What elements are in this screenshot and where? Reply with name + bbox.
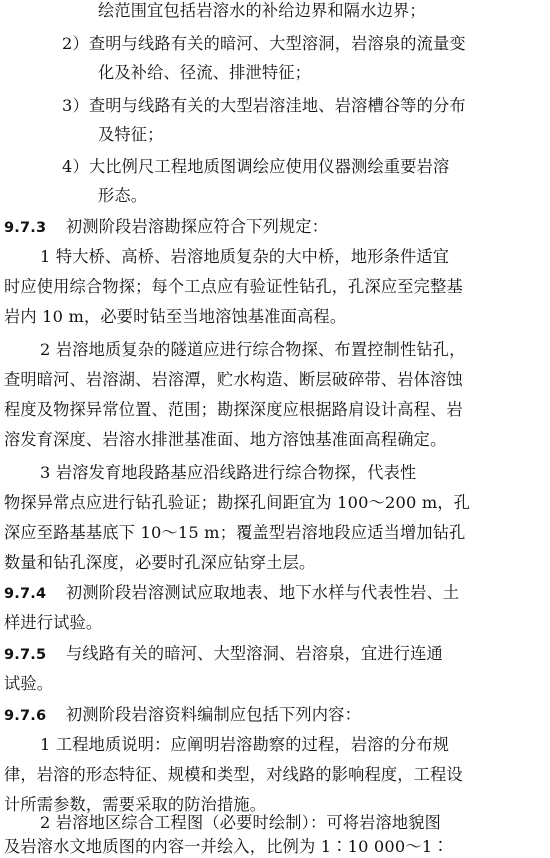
text-line: 及特征； xyxy=(98,125,164,144)
paragraph-line: 程度及物探异常位置、范围；勘探深度应根据路肩设计高程、岩 xyxy=(4,400,463,419)
paragraph-line: 深应至路基基底下 10～15 m；覆盖型岩溶地段应适当增加钻孔 xyxy=(4,523,466,542)
list-item-4: 4）大比例尺工程地质图调绘应使用仪器测绘重要岩溶 xyxy=(62,157,450,176)
paragraph-line: 试验。 xyxy=(4,674,54,693)
list-item-3: 3）查明与线路有关的大型岩溶洼地、岩溶槽谷等的分布 xyxy=(62,96,466,115)
paragraph-line: 及岩溶水文地质图的内容一并绘入，比例为 1∶10 000～1∶ xyxy=(4,837,449,856)
text-line: 绘范围宜包括岩溶水的补给边界和隔水边界； xyxy=(98,1,426,20)
text-line: 形态。 xyxy=(98,186,148,205)
paragraph-line: 时应使用综合物探；每个工点应有验证性钻孔，孔深应至完整基 xyxy=(4,277,463,296)
paragraph-line: 3 岩溶发育地段路基应沿线路进行综合物探，代表性 xyxy=(40,463,417,482)
paragraph-line: 计所需参数，需要采取的防治措施。 xyxy=(4,795,267,814)
clause-number: 9.7.6 xyxy=(4,708,47,724)
clause-heading-9-7-3 xyxy=(4,216,544,239)
clause-number: 9.7.3 xyxy=(4,220,47,236)
paragraph-line: 岩内 10 m，必要时钻至当地溶蚀基准面高程。 xyxy=(4,307,347,326)
list-item-2: 2）查明与线路有关的暗河、大型溶洞，岩溶泉的流量变 xyxy=(62,34,466,53)
text-line: 化及补给、径流、排泄特征； xyxy=(98,63,312,82)
paragraph-line: 律，岩溶的形态特征、规模和类型，对线路的影响程度，工程设 xyxy=(4,765,463,784)
clause-text: 初测阶段岩溶勘探应符合下列规定： xyxy=(66,217,329,236)
clause-heading-9-7-4 xyxy=(4,582,544,605)
paragraph-line: 2 岩溶地质复杂的隧道应进行综合物探、布置控制性钻孔， xyxy=(40,340,466,359)
clause-number: 9.7.5 xyxy=(4,647,47,663)
paragraph-line: 物探异常点应进行钻孔验证；勘探孔间距宜为 100～200 m，孔 xyxy=(4,493,471,512)
paragraph-line: 数量和钻孔深度，必要时孔深应钻穿土层。 xyxy=(4,553,316,572)
paragraph-line: 溶发育深度、岩溶水排泄基准面、地方溶蚀基准面高程确定。 xyxy=(4,430,447,449)
clause-number: 9.7.4 xyxy=(4,586,47,602)
paragraph-line: 样进行试验。 xyxy=(4,613,103,632)
clause-text: 与线路有关的暗河、大型溶洞、岩溶泉，宜进行连通 xyxy=(66,644,443,663)
clause-text: 初测阶段岩溶测试应取地表、地下水样与代表性岩、土 xyxy=(66,583,460,602)
paragraph-line: 1 工程地质说明：应阐明岩溶勘察的过程，岩溶的分布规 xyxy=(40,735,450,754)
clause-text: 初测阶段岩溶资料编制应包括下列内容： xyxy=(66,705,361,724)
paragraph-line: 1 特大桥、高桥、岩溶地质复杂的大中桥，地形条件适宜 xyxy=(40,247,450,266)
paragraph-line: 2 岩溶地区综合工程图（必要时绘制）：可将岩溶地貌图 xyxy=(40,813,442,832)
paragraph-line: 查明暗河、岩溶湖、岩溶潭，贮水构造、断层破碎带、岩体溶蚀 xyxy=(4,370,463,389)
clause-heading-9-7-5 xyxy=(4,643,544,666)
clause-heading-9-7-6 xyxy=(4,704,544,727)
